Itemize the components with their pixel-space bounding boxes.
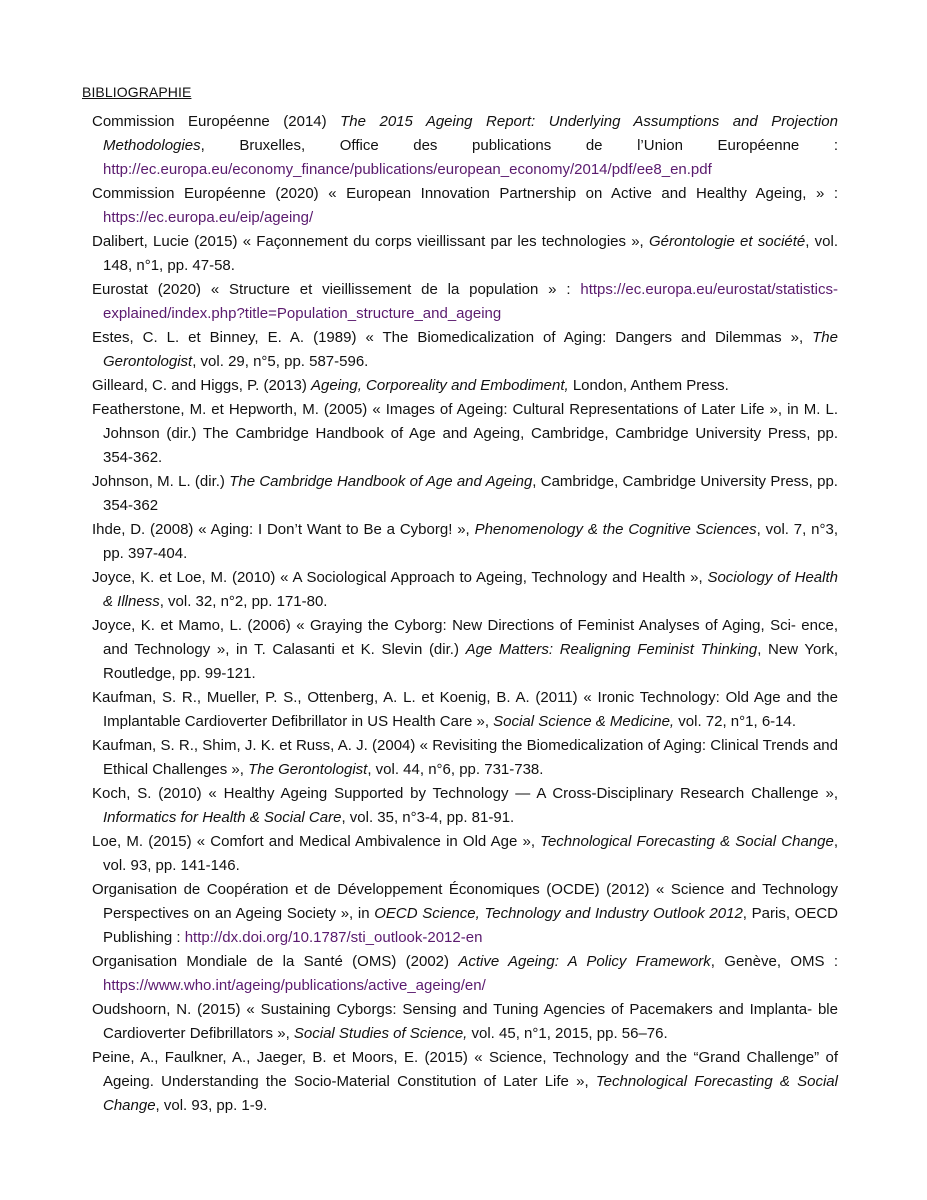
bibliography-entry — [92, 182, 838, 230]
bibliography-entry — [92, 110, 838, 182]
entry-text: Commission Européenne (2020) « European Innovation Partnership on Active and Healthy Ageing, » : — [92, 185, 838, 202]
entry-text: Organisation de Coopération et de Développement Économiques (OCDE) (2012) « Science and Technology Perspectives on an Ageing Society », in — [92, 881, 838, 922]
bibliography-entry — [92, 686, 838, 734]
entry-link[interactable]: https://www.who.int/ageing/publications/active_ageing/en/ — [103, 977, 486, 994]
bibliography-entry — [92, 614, 838, 686]
bibliography-entry — [92, 1046, 838, 1118]
entry-text: , vol. 93, pp. 1-9. — [155, 1097, 268, 1114]
entry-text: Featherstone, M. et Hepworth, M. (2005) « Images of Ageing: Cultural Representations of Later Life », in M. L. Johnson (dir.) The Cambridge Handbook of Age and Ageing, Cambridge, Cambridge University Press, pp. 354-362. — [92, 401, 838, 466]
bibliography-entry — [92, 566, 838, 614]
entry-text: , New York, Routledge, pp. 99-121. — [103, 641, 839, 682]
bibliography-list — [92, 110, 838, 1118]
bibliography-entry — [92, 950, 838, 998]
bibliography-entry — [92, 998, 838, 1046]
entry-text: Koch, S. (2010) « Healthy Ageing Supported by Technology — A Cross-Disciplinary Research Challenge », — [92, 785, 838, 802]
entry-title: The Cambridge Handbook of Age and Ageing — [229, 473, 533, 490]
entry-text: Johnson, M. L. (dir.) — [92, 473, 230, 490]
entry-text: London, Anthem Press. — [568, 377, 729, 394]
bibliography-entry — [92, 374, 838, 398]
entry-text: , Genève, OMS : — [710, 953, 838, 970]
entry-text: , vol. 32, n°2, pp. 171-80. — [159, 593, 328, 610]
entry-text: Organisation Mondiale de la Santé (OMS) (2002) — [92, 953, 459, 970]
entry-text: , vol. 29, n°5, pp. 587-596. — [192, 353, 369, 370]
entry-text: Estes, C. L. et Binney, E. A. (1989) « The Biomedicalization of Aging: Dangers and Dilemmas », — [92, 329, 813, 346]
entry-text: , vol. 93, pp. 141-146. — [103, 833, 839, 874]
entry-title: The 2015 Ageing Report: Underlying Assumptions and Projection Methodologies — [103, 113, 838, 154]
entry-text: Gilleard, C. and Higgs, P. (2013) — [92, 377, 312, 394]
entry-text: Commission Européenne (2014) — [92, 113, 341, 130]
bibliography-entry — [92, 470, 838, 518]
entry-text: Dalibert, Lucie (2015) « Façonnement du corps vieillissant par les technologies », — [92, 233, 649, 250]
entry-link[interactable]: https://ec.europa.eu/eip/ageing/ — [103, 209, 314, 226]
entry-text: , vol. 7, n°3, pp. 397-404. — [103, 521, 838, 562]
entry-link[interactable]: https://ec.europa.eu/eurostat/statistics-explained/index.php?title=Population_structure_and_ageing — [103, 281, 838, 322]
entry-text: , vol. 148, n°1, pp. 47-58. — [103, 233, 838, 274]
bibliography-entry — [92, 782, 838, 830]
entry-link[interactable]: http://dx.doi.org/10.1787/sti_outlook-2012-en — [184, 929, 483, 946]
entry-title: Sociology of Health & Illness — [103, 569, 838, 610]
bibliography-entry — [92, 878, 838, 950]
entry-title: OECD Science, Technology and Industry Outlook 2012 — [374, 905, 743, 922]
bibliography-entry — [92, 830, 838, 878]
entry-text: , vol. 35, n°3-4, pp. 81-91. — [341, 809, 515, 826]
entry-title: Active Ageing: A Policy Framework — [458, 953, 711, 970]
entry-text: Kaufman, S. R., Mueller, P. S., Ottenberg, A. L. et Koenig, B. A. (2011) « Ironic Technology: Old Age and the Implantable Cardioverter Defibrillator in US Health Care », — [92, 689, 838, 730]
bibliography-entry — [92, 398, 838, 470]
entry-text: Joyce, K. et Mamo, L. (2006) « Graying the Cyborg: New Directions of Feminist Analyses of Aging, Sci- ence, and Technology », in T. Calasanti et K. Slevin (dir.) — [92, 617, 838, 658]
entry-title: Technological Forecasting & Social Change — [103, 1073, 838, 1114]
bibliography-entry — [92, 734, 838, 782]
entry-title: Social Studies of Science, — [293, 1025, 468, 1042]
entry-title: Age Matters: Realigning Feminist Thinking — [465, 641, 758, 658]
entry-title: Phenomenology & the Cognitive Sciences — [474, 521, 757, 538]
entry-text: Ihde, D. (2008) « Aging: I Don’t Want to Be a Cyborg! », — [92, 521, 475, 538]
entry-title: The Gerontologist — [248, 761, 368, 778]
entry-text: , vol. 44, n°6, pp. 731-738. — [367, 761, 544, 778]
bibliography-heading: BIBLIOGRAPHIE — [82, 84, 192, 100]
entry-text: Oudshoorn, N. (2015) « Sustaining Cyborgs: Sensing and Tuning Agencies of Pacemakers and Implanta- ble Cardioverter Defibrillators », — [92, 1001, 838, 1042]
entry-link[interactable]: http://ec.europa.eu/economy_finance/publications/european_economy/2014/pdf/ee8_en.pdf — [103, 161, 712, 178]
bibliography-entry — [92, 518, 838, 566]
bibliography-entry — [92, 278, 838, 326]
entry-text: Peine, A., Faulkner, A., Jaeger, B. et Moors, E. (2015) « Science, Technology and the “Grand Challenge” of Ageing. Understanding the Socio-Material Constitution of Later Life », — [92, 1049, 838, 1090]
entry-text: Kaufman, S. R., Shim, J. K. et Russ, A. J. (2004) « Revisiting the Biomedicalization of Aging: Clinical Trends and Ethical Challenges », — [92, 737, 838, 778]
entry-title: Ageing, Corporeality and Embodiment, — [311, 377, 569, 394]
entry-text: , Bruxelles, Office des publications de l’Union Européenne : — [200, 137, 838, 154]
entry-text: vol. 45, n°1, 2015, pp. 56–76. — [467, 1025, 668, 1042]
entry-text: , Cambridge, Cambridge University Press, pp. 354-362 — [103, 473, 838, 514]
entry-title: Technological Forecasting & Social Change — [540, 833, 834, 850]
entry-text: Loe, M. (2015) « Comfort and Medical Ambivalence in Old Age », — [92, 833, 541, 850]
entry-text: Joyce, K. et Loe, M. (2010) « A Sociological Approach to Ageing, Technology and Health », — [92, 569, 708, 586]
entry-title: Gérontologie et société — [648, 233, 806, 250]
entry-text: , Paris, OECD Publishing : — [103, 905, 838, 946]
entry-title: The Gerontologist — [103, 329, 838, 370]
entry-title: Social Science & Medicine, — [493, 713, 675, 730]
bibliography-entry — [92, 230, 838, 278]
entry-text: Eurostat (2020) « Structure et vieillissement de la population » : — [92, 281, 581, 298]
entry-text: vol. 72, n°1, 6-14. — [674, 713, 797, 730]
entry-title: Informatics for Health & Social Care — [103, 809, 342, 826]
bibliography-entry — [92, 326, 838, 374]
